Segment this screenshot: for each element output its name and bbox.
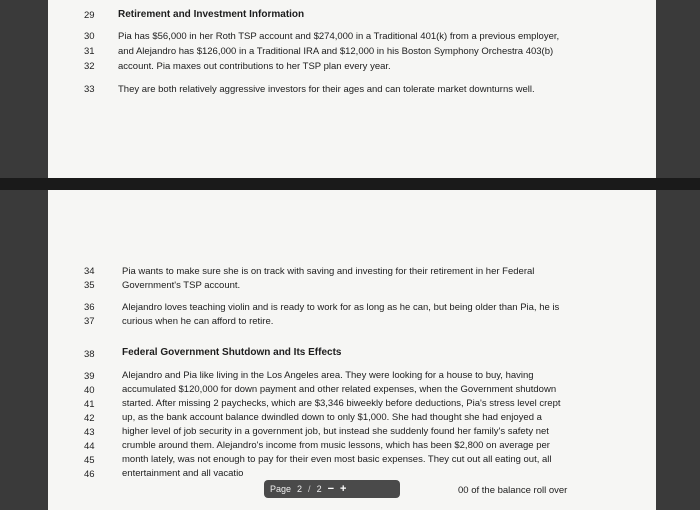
line-number: 46 bbox=[84, 469, 95, 480]
document-line: up, as the bank account balance dwindled down to only $1,000. She had thought she had enjoyed a bbox=[122, 412, 542, 423]
document-line: Government's TSP account. bbox=[122, 280, 241, 291]
document-line: and Alejandro has $126,000 in a Traditional IRA and $12,000 in his Boston Symphony Orchestra 403(b) bbox=[118, 46, 554, 57]
line-number: 42 bbox=[84, 413, 95, 424]
line-number: 43 bbox=[84, 427, 95, 438]
line-number: 37 bbox=[84, 316, 95, 327]
document-line: crumble around them. Alejandro's income from music lessons, which has been $2,800 on average per bbox=[122, 440, 550, 451]
line-number: 40 bbox=[84, 385, 95, 396]
page-label: Page bbox=[270, 484, 292, 494]
line-number: 30 bbox=[84, 31, 95, 42]
document-page-bottom bbox=[48, 190, 656, 510]
line-number: 29 bbox=[84, 10, 95, 21]
line-number: 35 bbox=[84, 280, 95, 291]
section-heading: Federal Government Shutdown and Its Effects bbox=[122, 347, 342, 358]
line-number: 38 bbox=[84, 349, 95, 360]
line-number: 44 bbox=[84, 441, 95, 452]
zoom-out-button[interactable]: − bbox=[327, 483, 335, 495]
line-number: 33 bbox=[84, 84, 95, 95]
document-line: accumulated $120,000 for down payment and other related expenses, when the Government shutdown bbox=[122, 384, 557, 395]
document-line: curious when he can afford to retire. bbox=[122, 316, 274, 327]
document-line: They are both relatively aggressive investors for their ages and can tolerate market downturns well. bbox=[118, 84, 535, 95]
line-number: 45 bbox=[84, 455, 95, 466]
line-number: 39 bbox=[84, 371, 95, 382]
line-number: 32 bbox=[84, 61, 95, 72]
line-number: 36 bbox=[84, 302, 95, 313]
document-line: month lately, was not enough to pay for their even most basic expenses. They cut out all eating out, all bbox=[122, 454, 552, 465]
total-pages: 2 bbox=[316, 484, 322, 494]
zoom-in-button[interactable]: + bbox=[340, 483, 347, 495]
document-line: Alejandro loves teaching violin and is ready to work for as long as he can, but being older than Pia, he is bbox=[122, 302, 560, 313]
page-separator: / bbox=[308, 484, 311, 494]
page-navigation bbox=[264, 480, 400, 498]
current-page[interactable]: 2 bbox=[297, 484, 303, 494]
document-line: 00 of the balance roll over bbox=[458, 485, 568, 496]
document-page-top bbox=[48, 0, 656, 178]
line-number: 41 bbox=[84, 399, 95, 410]
section-heading: Retirement and Investment Information bbox=[118, 9, 305, 20]
document-line: entertainment and all vacatio bbox=[122, 468, 244, 479]
document-line: account. Pia maxes out contributions to her TSP plan every year. bbox=[118, 61, 391, 72]
document-line: higher level of job security in a government job, but instead she suddenly found her family's safety net bbox=[122, 426, 549, 437]
document-line: Pia has $56,000 in her Roth TSP account and $274,000 in a Traditional 401(k) from a previous employer, bbox=[118, 31, 560, 42]
line-number: 34 bbox=[84, 266, 95, 277]
line-number: 31 bbox=[84, 46, 95, 57]
document-line: Pia wants to make sure she is on track with saving and investing for their retirement in her Federal bbox=[122, 266, 535, 277]
document-line: started. After missing 2 paychecks, which are $3,346 biweekly before deductions, Pia's stress level crept bbox=[122, 398, 561, 409]
document-line: Alejandro and Pia like living in the Los Angeles area. They were looking for a house to buy, having bbox=[122, 370, 534, 381]
page-gap bbox=[0, 178, 700, 190]
